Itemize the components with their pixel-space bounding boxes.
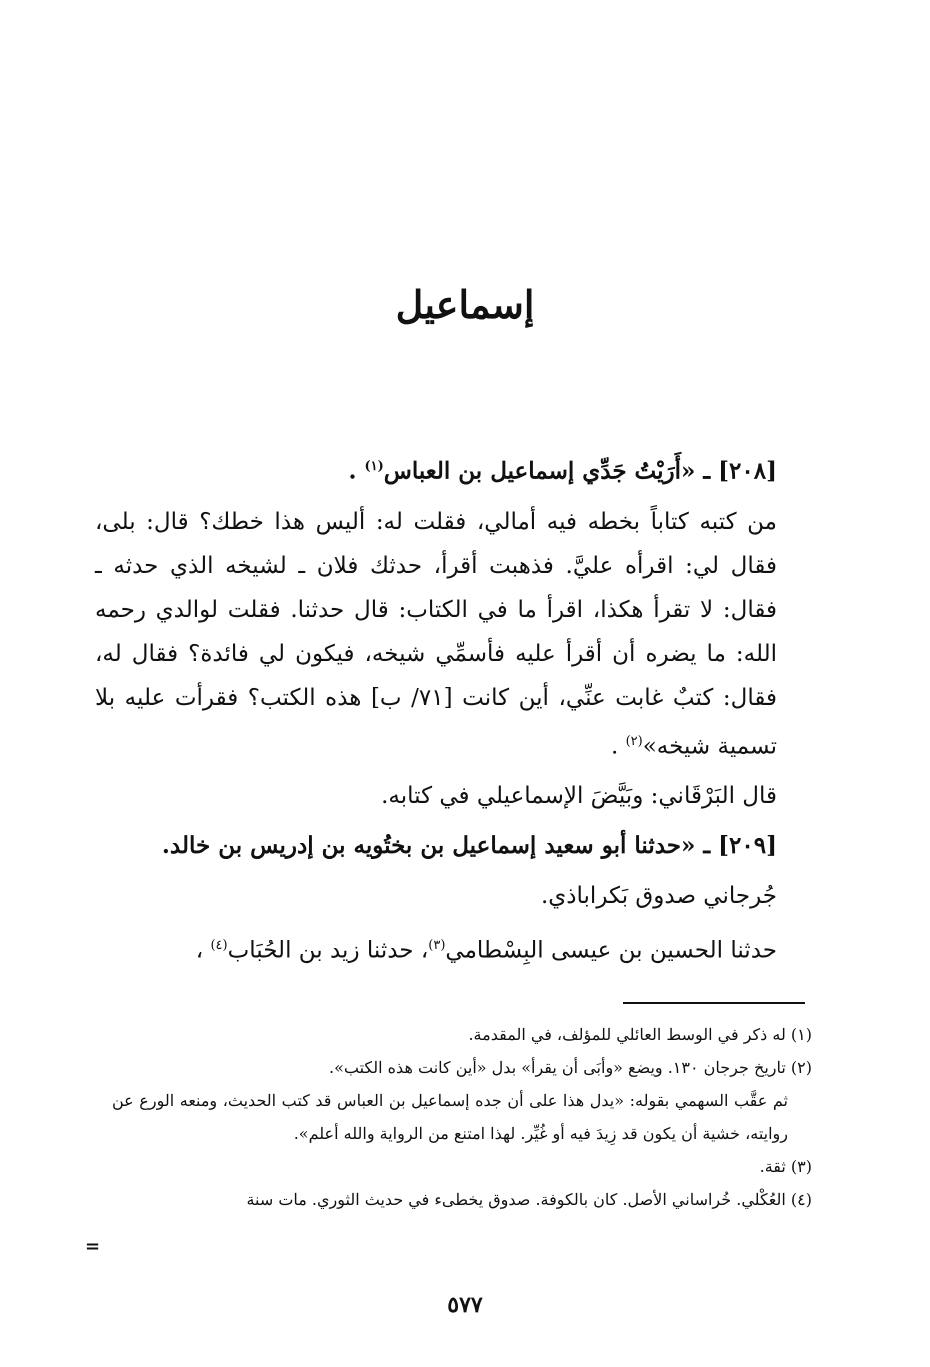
entry-208-text-end: . bbox=[610, 733, 626, 760]
entry-209-text-part3: ، bbox=[195, 937, 211, 964]
entry-209-text-part2: ، حدثنا زيد بن الحُبَاب bbox=[227, 937, 429, 964]
footnote-ref-1: (١) bbox=[364, 459, 384, 474]
footnote-2-continued: ثم عقَّب السهمي بقوله: «يدل هذا على أن جده إسماعيل بن العباس قد كتب الحديث، ومنعه الورع عن روايته، خشية أن يكون قد زِيدَ فيه أو غُيِّر. لهذا امتنع من الرواية والله أعلم». bbox=[112, 1091, 788, 1143]
entry-208-text-body: من كتبه كتاباً بخطه فيه أمالي، فقلت له: أليس هذا خطك؟ قال: بلى، فقال لي: اقرأه عليَّ. فذهبت أقرأ، حدثك فلان ـ لشيخه الذي حدثه ـ فقال: لا تقرأ هكذا، اقرأ ما في الكتاب: قال حدثنا. فقلت لوالدي رحمه الله: ما يضره أن أقرأ عليه فأسمِّي شيخه، فيكون لي فائدة؟ فقال له، فقال: كتبٌ غابت عنِّي، أين كانت [٧١/ ب] هذه الكتب؟ فقرأت عليه بلا تسمية شيخه» bbox=[95, 508, 778, 760]
footnote-ref-3: (٣) bbox=[428, 938, 446, 954]
continuation-mark: = bbox=[85, 1236, 101, 1257]
page-number: ٥٧٧ bbox=[447, 1292, 483, 1318]
footnote-ref-2: (٢) bbox=[625, 733, 643, 749]
footnote-ref-4: (٤) bbox=[210, 938, 228, 954]
footnote-divider bbox=[623, 1002, 805, 1004]
footnotes bbox=[112, 1018, 812, 1216]
entry-208-heading bbox=[95, 445, 835, 494]
barqani-note: قال البَرْقَاني: وبَيَّضَ الإسماعيلي في كتابه. bbox=[381, 783, 777, 810]
chapter-title: إسماعيل bbox=[395, 282, 535, 327]
entry-208-heading-text: [٢٠٨] ـ «أَرَيْتُ جَدِّي إسماعيل بن العباس bbox=[383, 457, 777, 485]
footnote-2: (٢) تاريخ جرجان ١٣٠. ويضع «وأبَى أن يقرأ» بدل «أين كانت هذه الكتب». bbox=[329, 1058, 812, 1077]
entry-209-text-part1: حدثنا الحسين بن عيسى البِسْطامي bbox=[445, 937, 777, 964]
entry-208-heading-end: . bbox=[348, 457, 365, 485]
footnote-3: (٣) ثقة. bbox=[759, 1157, 812, 1176]
footnote-4: (٤) العُكْلي. خُراساني الأصل. كان بالكوفة. صدوق يخطىء في حديث الثوري. مات سنة bbox=[246, 1190, 812, 1209]
entry-209-heading: [٢٠٩] ـ «حدثنا أبو سعيد إسماعيل بن بختُويه بن إدريس بن خالد. bbox=[161, 832, 777, 860]
main-text bbox=[95, 445, 835, 979]
footnote-1: (١) له ذكر في الوسط العائلي للمؤلف، في المقدمة. bbox=[468, 1025, 812, 1044]
entry-209-description: جُرجاني صدوق بَكراباذي. bbox=[540, 883, 777, 910]
entry-208-text bbox=[95, 500, 835, 769]
entry-209-text bbox=[95, 924, 835, 973]
